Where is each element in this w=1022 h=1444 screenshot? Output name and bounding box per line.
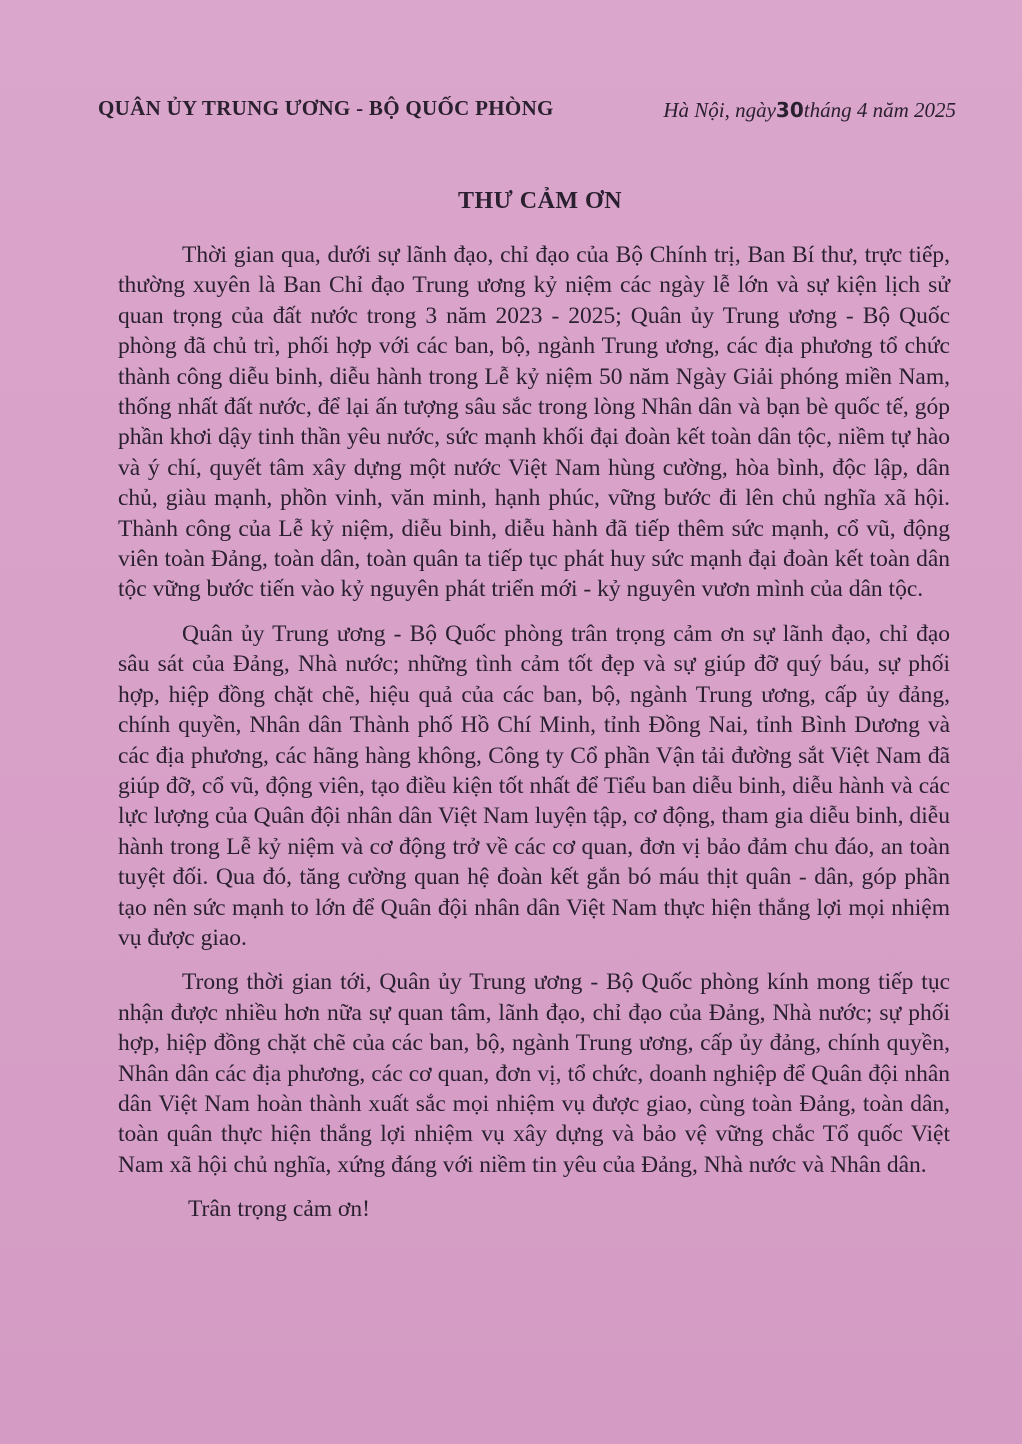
date-prefix: Hà Nội, ngày: [663, 98, 776, 122]
letter-body: [118, 240, 950, 1225]
date-day: 30: [775, 98, 804, 122]
paragraph-1: Thời gian qua, dưới sự lãnh đạo, chỉ đạo của Bộ Chính trị, Ban Bí thư, trực tiếp, thường xuyên là Ban Chỉ đạo Trung ương kỷ niệm các ngày lễ lớn và sự kiện lịch sử quan trọng của đất nước trong 3 năm 2023 - 2025; Quân ủy Trung ương - Bộ Quốc phòng đã chủ trì, phối hợp với các ban, bộ, ngành Trung ương, các địa phương tổ chức thành công diễu binh, diễu hành trong Lễ kỷ niệm 50 năm Ngày Giải phóng miền Nam, thống nhất đất nước, để lại ấn tượng sâu sắc trong lòng Nhân dân và bạn bè quốc tế, góp phần khơi dậy tinh thần yêu nước, sức mạnh khối đại đoàn kết toàn dân tộc, niềm tự hào và ý chí, quyết tâm xây dựng một nước Việt Nam hùng cường, hòa bình, độc lập, dân chủ, giàu mạnh, phồn vinh, văn minh, hạnh phúc, vững bước đi lên chủ nghĩa xã hội. Thành công của Lễ kỷ niệm, diễu binh, diễu hành đã tiếp thêm sức mạnh, cổ vũ, động viên toàn Đảng, toàn dân, toàn quân ta tiếp tục phát huy sức mạnh đại đoàn kết toàn dân tộc vững bước tiến vào kỷ nguyên phát triển mới - kỷ nguyên vươn mình của dân tộc.: [118, 242, 950, 603]
closing-line: Trân trọng cảm ơn!: [188, 1196, 370, 1223]
letter-header: [98, 96, 956, 128]
letter-title: THƯ CẢM ƠN: [457, 188, 623, 214]
date-suffix: tháng 4 năm 2025: [803, 98, 956, 122]
paragraph-3: Trong thời gian tới, Quân ủy Trung ương - Bộ Quốc phòng kính mong tiếp tục nhận được nhiều hơn nữa sự quan tâm, lãnh đạo, chỉ đạo của Đảng, Nhà nước; sự phối hợp, hiệp đồng chặt chẽ của các ban, bộ, ngành Trung ương, cấp ủy đảng, chính quyền, Nhân dân các địa phương, các cơ quan, đơn vị, tổ chức, doanh nghiệp để Quân đội nhân dân Việt Nam hoàn thành xuất sắc mọi nhiệm vụ được giao, cùng toàn Đảng, toàn dân, toàn quân thực hiện thắng lợi nhiệm vụ xây dựng và bảo vệ vững chắc Tổ quốc Việt Nam xã hội chủ nghĩa, xứng đáng với niềm tin yêu của Đảng, Nhà nước và Nhân dân.: [118, 969, 950, 1178]
letter-date: [663, 98, 956, 123]
paragraph-2: Quân ủy Trung ương - Bộ Quốc phòng trân trọng cảm ơn sự lãnh đạo, chỉ đạo sâu sát của Đảng, Nhà nước; những tình cảm tốt đẹp và sự giúp đỡ quý báu, sự phối hợp, hiệp đồng chặt chẽ, hiệu quả của các ban, bộ, ngành Trung ương, cấp ủy đảng, chính quyền, Nhân dân Thành phố Hồ Chí Minh, tỉnh Đồng Nai, tỉnh Bình Dương và các địa phương, các hãng hàng không, Công ty Cổ phần Vận tải đường sắt Việt Nam đã giúp đỡ, cổ vũ, động viên, tạo điều kiện tốt nhất để Tiểu ban diễu binh, diễu hành và các lực lượng của Quân đội nhân dân Việt Nam luyện tập, cơ động, tham gia diễu binh, diễu hành trong Lễ kỷ niệm và cơ động trở về các cơ quan, đơn vị bảo đảm chu đáo, an toàn tuyệt đối. Qua đó, tăng cường quan hệ đoàn kết gắn bó máu thịt quân - dân, góp phần tạo nên sức mạnh to lớn để Quân đội nhân dân Việt Nam thực hiện thắng lợi mọi nhiệm vụ được giao.: [118, 620, 950, 951]
organization-name: QUÂN ỦY TRUNG ƯƠNG - BỘ QUỐC PHÒNG: [98, 96, 554, 120]
